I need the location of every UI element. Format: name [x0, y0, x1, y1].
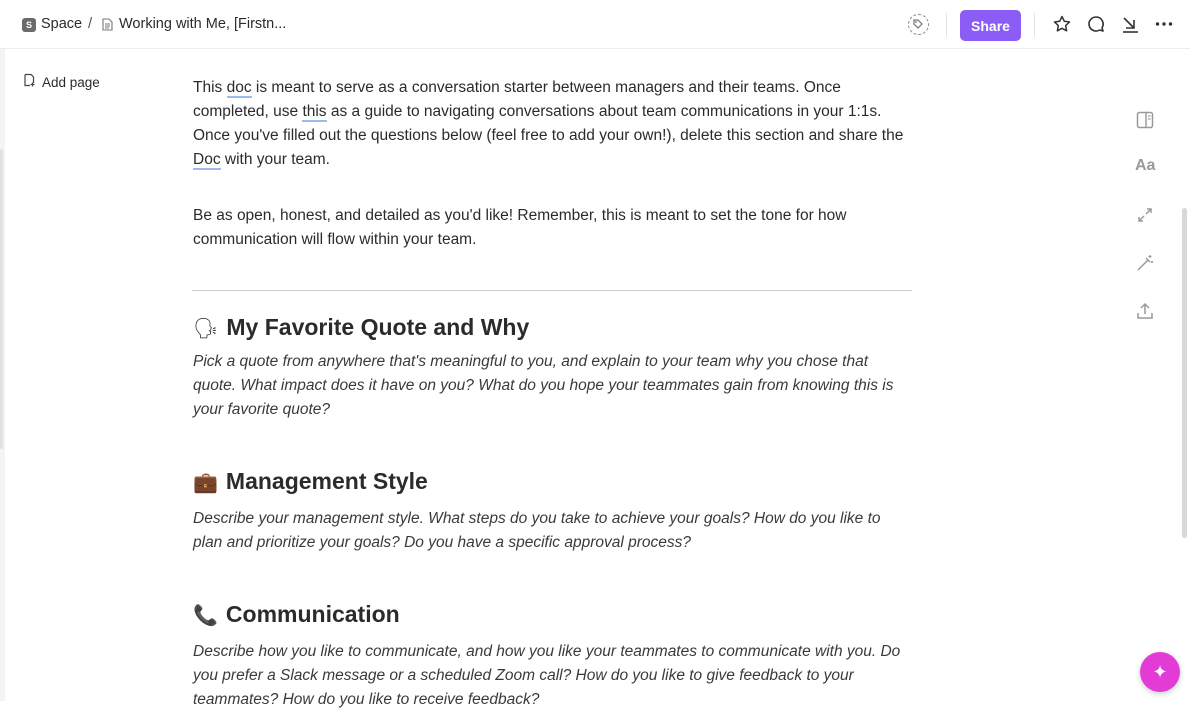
tag-icon[interactable] — [908, 14, 929, 35]
typography-icon[interactable]: Aa — [1135, 157, 1156, 174]
speaking-head-icon: 🗣 — [193, 315, 219, 340]
toolbar-divider — [946, 13, 947, 37]
breadcrumb-space[interactable]: Space — [41, 16, 83, 32]
add-page-label: Add page — [42, 75, 100, 90]
add-page-button[interactable] — [22, 73, 100, 92]
telephone-icon: 📞 — [193, 602, 218, 627]
space-avatar[interactable]: S — [22, 18, 36, 32]
add-page-icon — [22, 73, 36, 92]
sidebar-collapsed-strip[interactable] — [0, 49, 5, 701]
spellcheck-word[interactable]: doc — [226, 79, 252, 96]
intro-paragraph[interactable] — [193, 76, 913, 172]
briefcase-icon: 💼 — [193, 469, 218, 494]
breadcrumb-doc-title[interactable]: Working with Me, [Firstn... — [119, 16, 287, 32]
sidebar-resize-handle[interactable] — [0, 149, 3, 449]
text-run: with your team. — [220, 151, 330, 168]
toolbar-divider — [1034, 13, 1035, 37]
collapse-arrow-icon[interactable] — [1120, 14, 1140, 34]
section-description[interactable]: Pick a quote from anywhere that's meaningful to you, and explain to your team why you chose that quote. What impact does it have on you? What do you hope your teammates gain from knowing this is your favorite quote? — [193, 353, 894, 418]
section-description[interactable]: Describe how you like to communicate, and how you like your teammates to communicate with you. Do you prefer a Slack message or a scheduled Zoom call? How do you like to give feedback to your teammates? How do you like to receive feedback? — [193, 643, 901, 708]
scrollbar[interactable] — [1182, 208, 1187, 538]
spellcheck-word[interactable]: Doc — [193, 151, 221, 168]
upload-icon[interactable] — [1135, 301, 1155, 321]
document-icon — [102, 18, 113, 36]
section-heading-communication[interactable] — [193, 601, 400, 628]
expand-arrows-icon[interactable] — [1135, 205, 1155, 225]
section-heading-quote[interactable] — [193, 314, 529, 341]
share-button[interactable]: Share — [960, 10, 1021, 41]
text-run: is meant to serve as a conversation starter between managers and their teams. Once completed, use — [193, 79, 841, 120]
star-icon[interactable] — [1052, 14, 1072, 34]
comment-icon[interactable] — [1086, 14, 1106, 34]
text-run: as a guide to navigating conversations about team communications in your 1:1s. Once you've filled out the questions below (feel free to add your own!), delete this section and share the — [193, 103, 904, 144]
heading-text: Communication — [225, 601, 400, 627]
breadcrumb-separator: / — [88, 15, 93, 32]
spellcheck-word[interactable]: this — [302, 103, 327, 120]
top-bar — [0, 0, 1190, 49]
section-description[interactable]: Describe your management style. What steps do you take to achieve your goals? How do you like to plan and prioritize your goals? Do you have a specific approval process? — [193, 510, 881, 551]
magic-wand-icon[interactable] — [1135, 253, 1155, 273]
intro-paragraph-2[interactable]: Be as open, honest, and detailed as you'd like! Remember, this is meant to set the tone for how communication will flow within your team. — [193, 207, 847, 248]
heading-text: Management Style — [225, 468, 428, 494]
section-heading-management[interactable] — [193, 468, 428, 495]
more-options-icon[interactable] — [1154, 14, 1174, 34]
divider — [192, 290, 912, 291]
heading-text: My Favorite Quote and Why — [226, 314, 530, 340]
sidebar-panel-icon[interactable] — [1135, 110, 1155, 130]
text-run: This — [193, 79, 227, 96]
ai-assistant-button[interactable]: ✦ — [1140, 652, 1180, 692]
